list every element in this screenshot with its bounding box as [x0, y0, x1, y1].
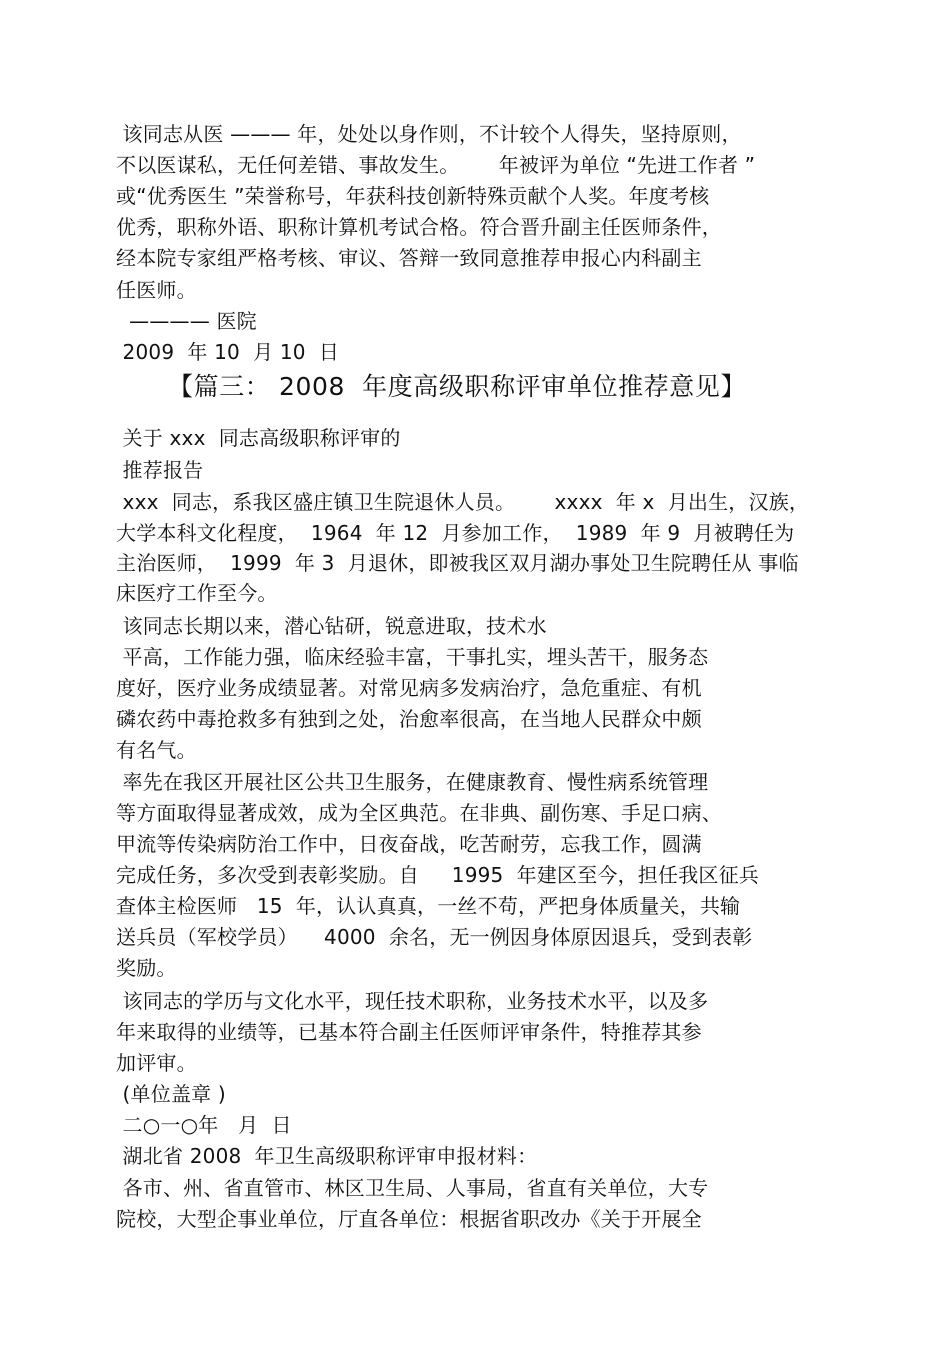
section-heading: 【篇三： 2008 年度高级职称评审单位推荐意见】 [168, 372, 747, 401]
text-line: 院校，大型企事业单位，厅直各单位：根据省职改办《关于开展全 [116, 1207, 702, 1231]
text-line: 经本院专家组严格考核、审议、答辩一致同意推荐申报心内科副主 [116, 246, 702, 270]
text-line: 或“优秀医生 ”荣誉称号，年获科技创新特殊贡献个人奖。年度考核 [116, 184, 710, 208]
text-line: 床医疗工作至今。 [116, 581, 278, 605]
text-line: 各市、州、省直管市、林区卫生局、人事局，省直有关单位，大专 [116, 1176, 709, 1200]
text-line: 湖北省 2008 年卫生高级职称评审申报材料： [116, 1144, 538, 1168]
text-line: 磷农药中毒抢救多有独到之处，治愈率很高，在当地人民群众中颇 [116, 707, 702, 731]
text-line: 有名气。 [116, 738, 197, 762]
text-line: 奖励。 [116, 956, 177, 980]
text-line: 等方面取得显著成效，成为全区典范。在非典、副伤寒、手足口病、 [116, 801, 722, 825]
text-line: 率先在我区开展社区公共卫生服务，在健康教育、慢性病系统管理 [116, 770, 709, 794]
text-line: 不以医谋私，无任何差错、事故发生。 年被评为单位 “先进工作者 ” [116, 153, 756, 177]
date-line: 2009 年 10 月 10 日 [116, 340, 340, 364]
text-line: 该同志从医 ——— 年，处处以身作则，不计较个人得失，坚持原则， [116, 122, 742, 146]
text-line: 度好，医疗业务成绩显著。对常见病多发病治疗，急危重症、有机 [116, 676, 702, 700]
date-line: 二○一○年 月 日 [116, 1113, 292, 1137]
unit-seal-line: (单位盖章 ) [116, 1082, 226, 1106]
text-line: 该同志的学历与文化水平，现任技术职称，业务技术水平，以及多 [116, 989, 709, 1013]
text-line: 平高，工作能力强，临床经验丰富，干事扎实，埋头苦干，服务态 [116, 645, 709, 669]
report-title-line: 关于 xxx 同志高级职称评审的 [116, 426, 401, 450]
text-line: 主治医师， 1999 年 3 月退休，即被我区双月湖办事处卫生院聘任从 事临 [116, 551, 799, 575]
text-line: 送兵员（军校学员） 4000 余名，无一例因身体原因退兵，受到表彰 [116, 925, 753, 949]
text-line: 该同志长期以来，潜心钻研，锐意进取，技术水 [116, 614, 547, 638]
text-line: 年来取得的业绩等，已基本符合副主任医师评审条件，特推荐其参 [116, 1020, 702, 1044]
text-line: 查体主检医师 15 年，认认真真，一丝不苟，严把身体质量关，共输 [116, 894, 741, 918]
text-line: 加评审。 [116, 1051, 197, 1075]
text-line: 大学本科文化程度， 1964 年 12 月参加工作， 1989 年 9 月被聘任为 [116, 521, 795, 545]
text-line: 任医师。 [116, 278, 197, 302]
hospital-signature: ———— 医院 [116, 309, 257, 333]
report-title-line: 推荐报告 [116, 458, 204, 482]
text-line: 优秀，职称外语、职称计算机考试合格。符合晋升副主任医师条件， [116, 215, 722, 239]
text-line: 甲流等传染病防治工作中，日夜奋战，吃苦耐劳，忘我工作，圆满 [116, 832, 702, 856]
text-line: xxx 同志，系我区盛庄镇卫生院退休人员。 xxxx 年 x 月出生，汉族， [116, 490, 810, 514]
text-line: 完成任务，多次受到表彰奖励。自 1995 年建区至今，担任我区征兵 [116, 863, 759, 887]
